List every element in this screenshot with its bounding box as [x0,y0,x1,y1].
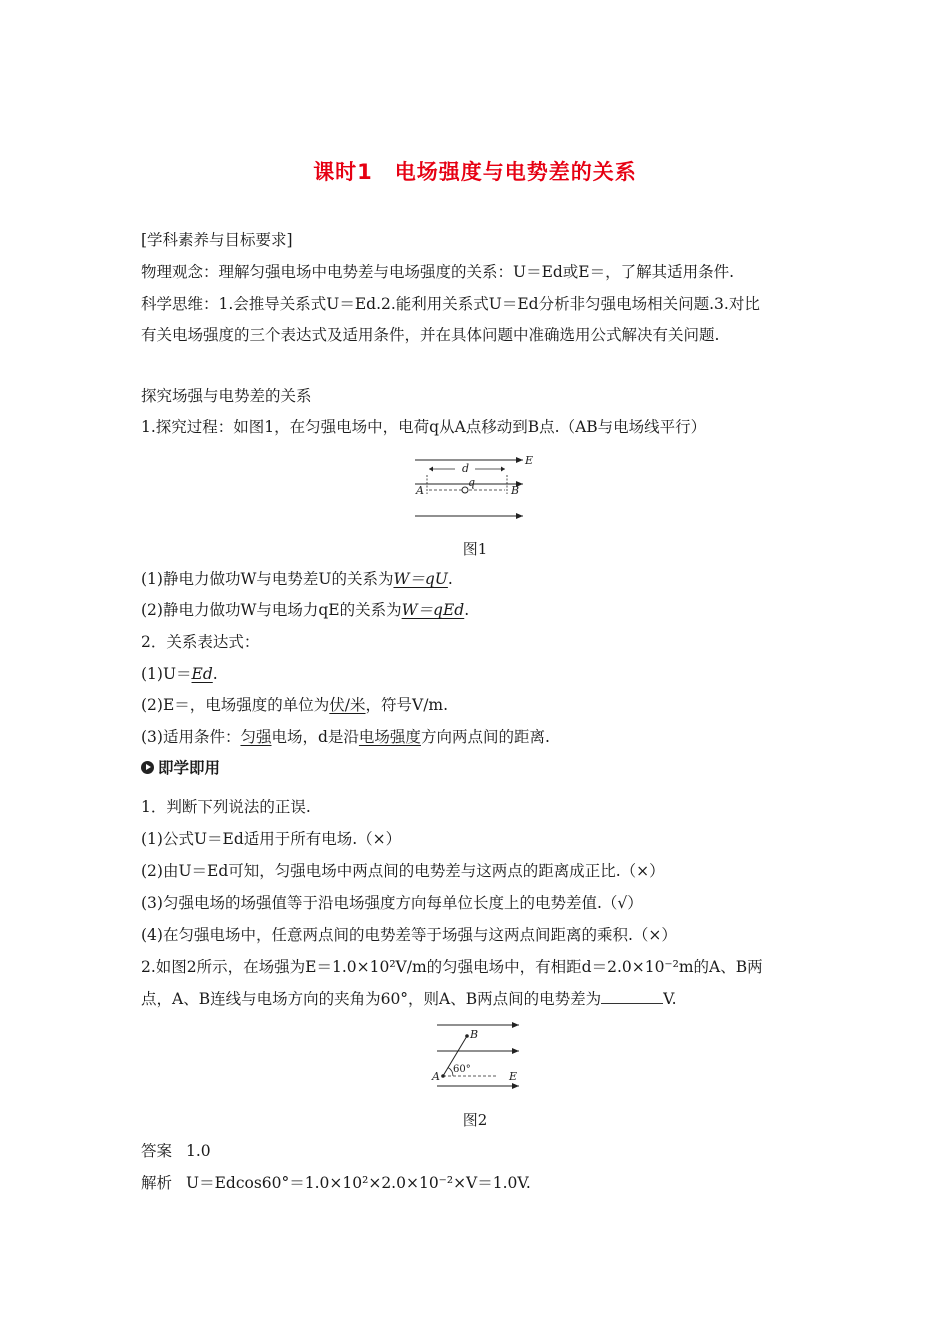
relation-3-suffix: 方向两点间的距离. [420,728,550,746]
point-A [441,1074,445,1078]
label-E: E [509,1070,518,1083]
relation-3-mid: 电场，d是沿 [271,728,359,746]
question-1c: (3)匀强电场的场强值等于沿电场强度方向每单位长度上的电势差值.（√） [141,894,643,912]
relation-3-text: (3)适用条件： [141,728,241,746]
question-1: 1．判断下列说法的正误. [141,798,311,816]
label-E: E [525,454,534,467]
figure-1-diagram [405,450,545,530]
work-2-text: (2)静电力做功W与电场力qE的关系为 [141,601,402,619]
question-2-text: 点，A、B连线与电场方向的夹角为60°，则A、B两点间的电势差为 [141,990,602,1008]
relation-2-suffix: ，符号V/m. [365,696,449,714]
question-2-line-2 [141,989,821,1009]
figure-2-diagram [425,1018,530,1093]
work-line-1 [141,569,821,589]
work-2-answer: W＝qEd [401,601,465,619]
goals-line-2: 科学思维：1.会推导关系式U＝Ed.2.能利用关系式U＝Ed分析非匀强电场相关问题.3.对比 [141,295,760,313]
relation-2-text: (2)E＝，电场强度的单位为 [141,696,330,714]
relation-3-answer-2: 电场强度 [358,728,421,746]
answer-blank[interactable] [601,989,663,1004]
work-2-suffix: . [464,601,470,619]
label-A: A [432,1070,440,1083]
practice-heading-label: 即学即用 [158,759,221,777]
relation-1-suffix: . [212,665,218,683]
answer-line [141,1141,821,1161]
label-q: q [468,476,476,489]
analysis-text: U＝Edcos60°＝1.0×10²×2.0×10⁻²×V＝1.0V. [186,1174,531,1192]
question-2-line-1: 2.如图2所示，在场强为E＝1.0×10²V/m的匀强电场中，有相距d＝2.0×10⁻²m的A、B两 [141,958,763,976]
relation-1-text: (1)U＝ [141,665,192,683]
work-1-text: (1)静电力做功W与电势差U的关系为 [141,570,394,588]
relation-3-answer-1: 匀强 [240,728,272,746]
practice-section-heading [141,756,220,778]
relation-line-1 [141,664,821,684]
label-B: B [470,1028,479,1041]
explore-process: 1.探究过程：如图1，在匀强电场中，电荷q从A点移动到B点.（AB与电场线平行） [141,418,707,436]
analysis-line [141,1173,821,1193]
page-title: 课时1 电场强度与电势差的关系 [313,160,637,184]
relation-line-3 [141,727,821,747]
play-circle-icon [141,761,154,774]
work-1-suffix: . [447,570,453,588]
point-B [465,1034,469,1038]
question-1a: (1)公式U＝Ed适用于所有电场.（×） [141,830,402,848]
goals-line-1: 物理观念：理解匀强电场中电势差与电场强度的关系：U＝Ed或E＝，了解其适用条件. [141,263,735,281]
relation-heading: 2．关系表达式： [141,633,260,651]
question-1b: (2)由U＝Ed可知，匀强电场中两点间的电势差与这两点的距离成正比.（×） [141,862,665,880]
relation-line-2 [141,695,821,715]
question-1d: (4)在匀强电场中，任意两点间的电势差等于场强与这两点间距离的乘积.（×） [141,926,677,944]
figure-2-caption: 图2 [462,1111,488,1129]
label-B: B [511,484,520,497]
answer-value: 1.0 [186,1142,211,1160]
relation-1-answer: Ed [191,665,213,683]
figure-1-caption: 图1 [462,540,488,558]
work-1-answer: W＝qU [393,570,448,588]
goals-line-3: 有关电场强度的三个表达式及适用条件，并在具体问题中准确选用公式解决有关问题. [141,326,720,344]
answer-label: 答案 [141,1142,173,1160]
label-angle: 60° [453,1064,471,1075]
work-line-2 [141,600,821,620]
label-A: A [416,484,424,497]
label-d: d [462,462,470,475]
goals-header: [学科素养与目标要求] [141,231,293,249]
relation-2-answer: 伏/米 [329,696,366,714]
question-2-unit: V. [663,990,677,1008]
explore-heading: 探究场强与电势差的关系 [141,387,312,405]
analysis-label: 解析 [141,1174,173,1192]
